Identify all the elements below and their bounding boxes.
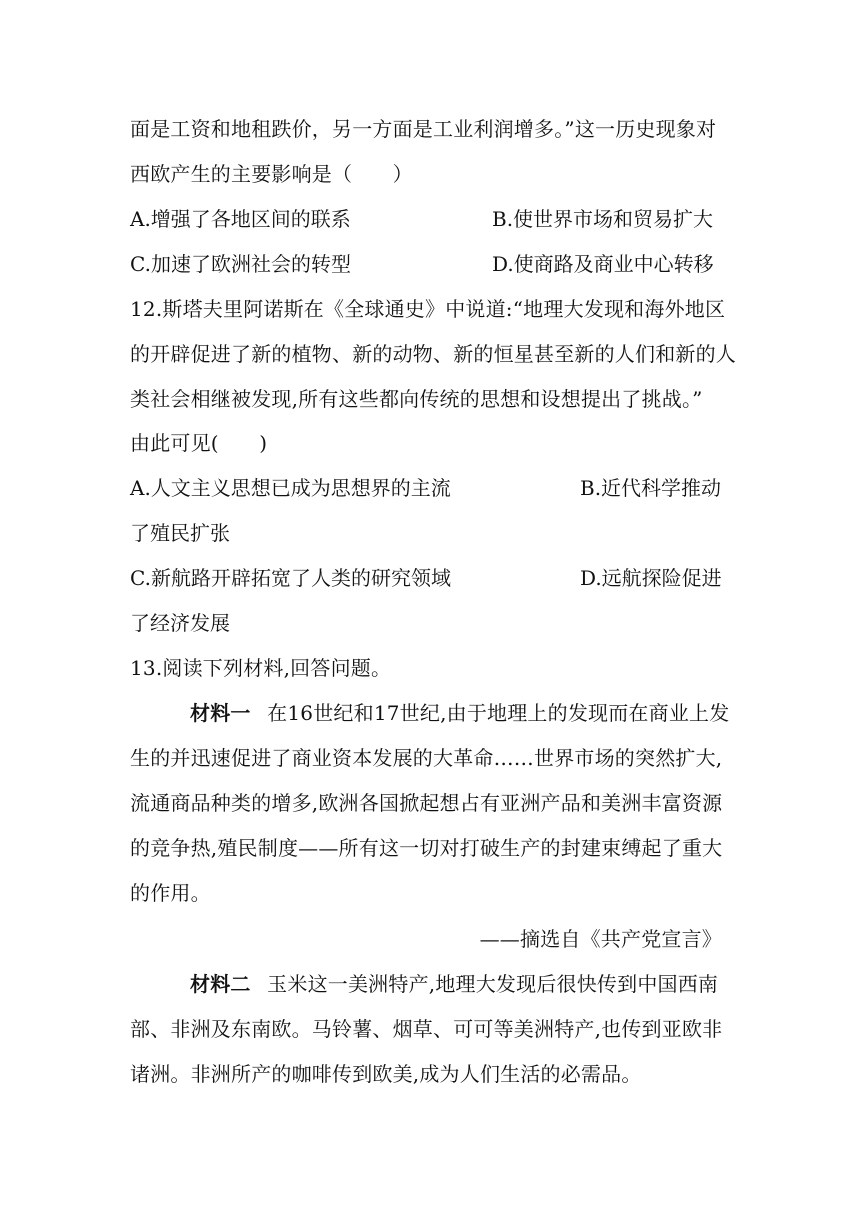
q12-option-a: A.人文主义思想已成为思想界的主流	[130, 476, 451, 500]
q12-stem-line-3: 类社会相继被发现,所有这些都向传统的思想和设想提出了挑战。”	[130, 387, 703, 411]
q12-option-d: D.远航探险促进	[580, 566, 722, 590]
material-1-line-2: 生的并迅速促进了商业资本发展的大革命……世界市场的突然扩大,	[130, 746, 723, 770]
q11-option-c: C.加速了欧洲社会的转型	[130, 252, 351, 276]
material-1-source: ——摘选自《共产党宣言》	[479, 927, 722, 951]
q12-stem-line-4: 由此可见( )	[130, 431, 268, 455]
q12-option-b: B.近代科学推动	[580, 476, 722, 500]
q11-option-d: D.使商路及商业中心转移	[492, 252, 714, 276]
material-1-line-5: 的作用。	[130, 881, 211, 905]
material-2-line-2: 部、非洲及东南欧。马铃薯、烟草、可可等美洲特产,也传到亚欧非	[130, 1017, 723, 1041]
q11-stem-line-1: 面是工资和地租跌价，另一方面是工业利润增多。”这一历史现象对	[130, 117, 717, 141]
material-2-label: 材料二	[190, 972, 251, 996]
q11-stem-line-2: 西欧产生的主要影响是（ ）	[130, 162, 413, 186]
q13-stem: 13.阅读下列材料,回答问题。	[130, 656, 392, 680]
material-1-label: 材料一	[190, 701, 251, 725]
material-1-text-start: 在16世纪和17世纪,由于地理上的发现而在商业上发	[267, 701, 730, 725]
material-2-line-1	[190, 972, 718, 996]
q12-stem-line-2: 的开辟促进了新的植物、新的动物、新的恒星甚至新的人们和新的人	[130, 342, 736, 366]
q11-option-b: B.使世界市场和贸易扩大	[492, 207, 714, 231]
material-1-line-3: 流通商品种类的增多,欧洲各国掀起想占有亚洲产品和美洲丰富资源	[130, 791, 723, 815]
q12-option-d-continued: 了经济发展	[130, 611, 230, 635]
q11-option-a: A.增强了各地区间的联系	[130, 207, 351, 231]
material-1-line-1	[190, 701, 729, 725]
material-1-line-4: 的竞争热,殖民制度——所有这一切对打破生产的封建束缚起了重大	[130, 836, 723, 860]
material-2-line-3: 诸洲。非洲所产的咖啡传到欧美,成为人们生活的必需品。	[130, 1062, 642, 1086]
q12-option-b-continued: 了殖民扩张	[130, 521, 230, 545]
material-2-text-start: 玉米这一美洲特产,地理大发现后很快传到中国西南	[267, 972, 719, 996]
q12-option-c: C.新航路开辟拓宽了人类的研究领域	[130, 566, 451, 590]
q12-stem-line-1: 12.斯塔夫里阿诺斯在《全球通史》中说道:“地理大发现和海外地区	[130, 297, 726, 321]
